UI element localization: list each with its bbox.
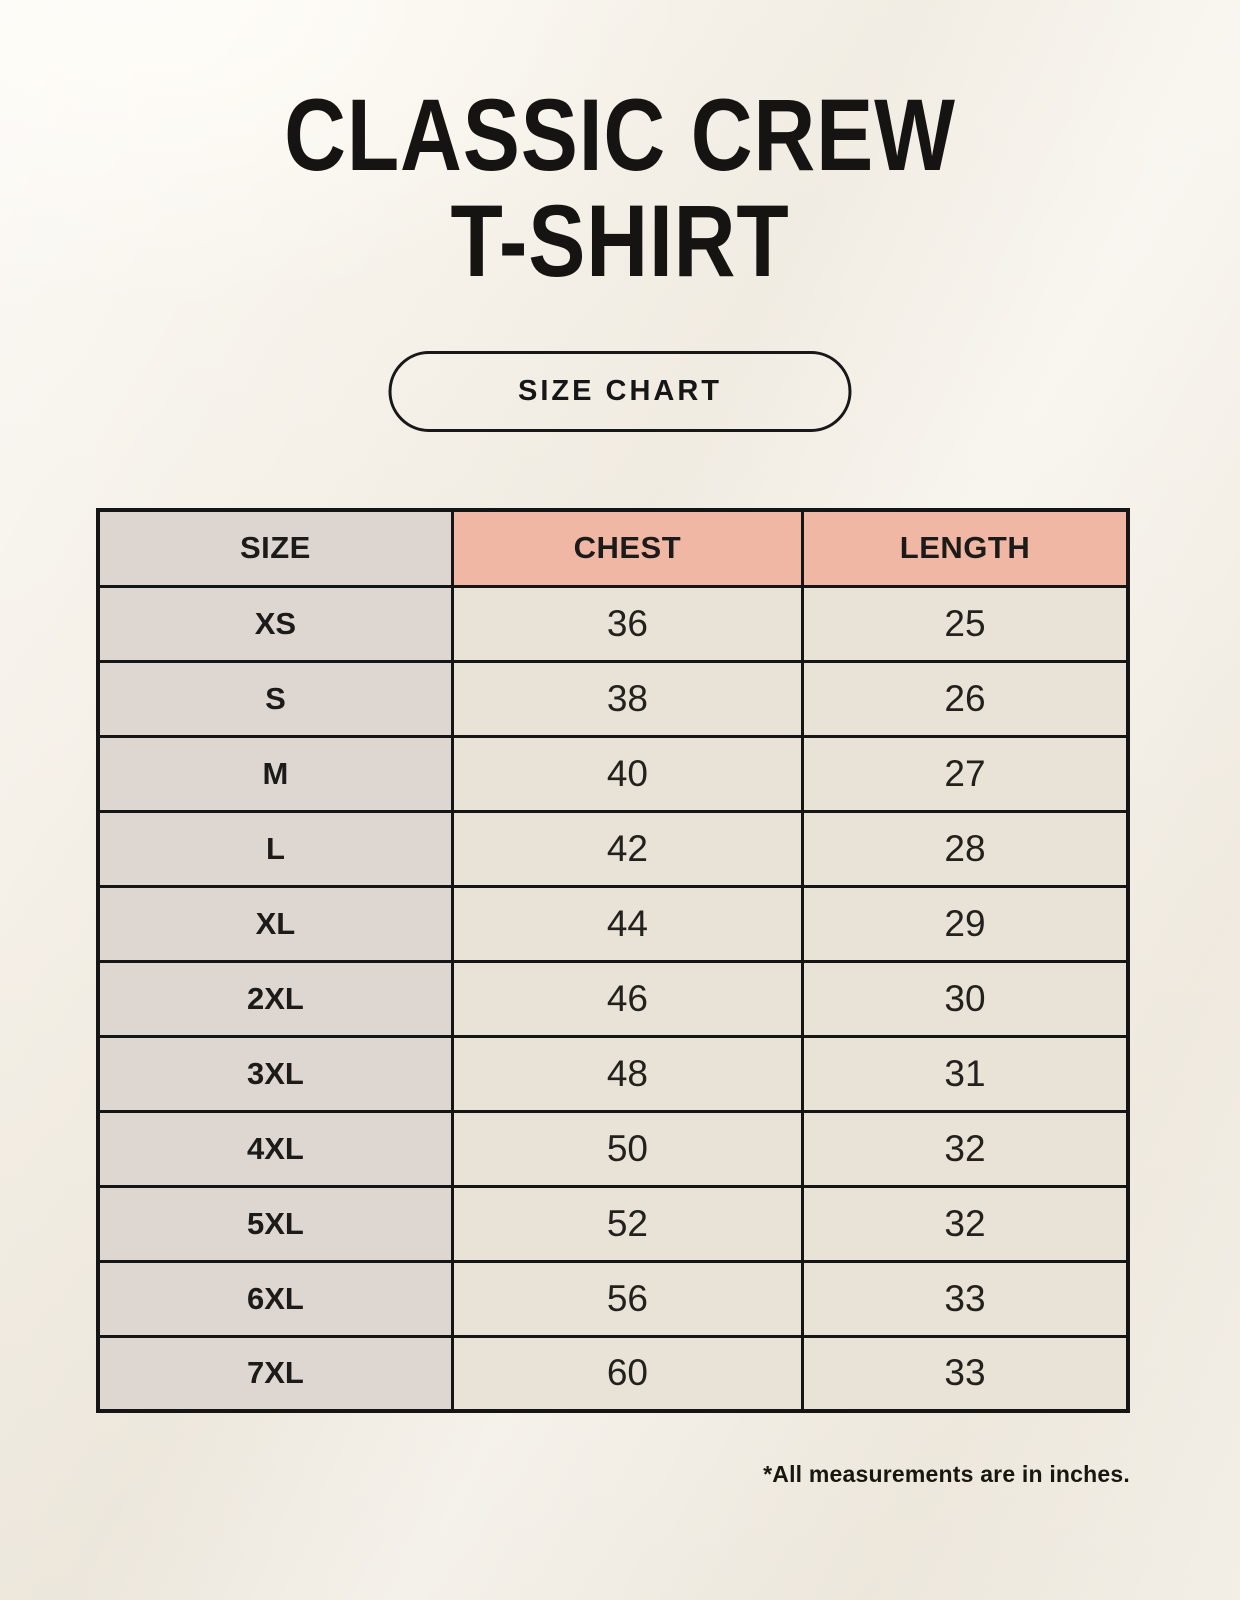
table-row <box>98 811 1128 886</box>
table-row <box>98 1111 1128 1186</box>
chest-cell: 50 <box>452 1111 802 1186</box>
length-cell: 30 <box>803 961 1129 1036</box>
chest-cell: 42 <box>452 811 802 886</box>
chest-cell: 40 <box>452 736 802 811</box>
size-cell: M <box>98 736 452 811</box>
chest-cell: 46 <box>452 961 802 1036</box>
size-cell: 2XL <box>98 961 452 1036</box>
size-cell: 3XL <box>98 1036 452 1111</box>
table-row <box>98 586 1128 661</box>
table-row <box>98 1261 1128 1336</box>
page-title-line1: CLASSIC CREW <box>284 78 956 192</box>
length-cell: 27 <box>803 736 1129 811</box>
length-cell: 33 <box>803 1261 1129 1336</box>
length-cell: 32 <box>803 1111 1129 1186</box>
size-chart-button[interactable] <box>389 351 852 432</box>
table-row <box>98 661 1128 736</box>
size-cell: XS <box>98 586 452 661</box>
column-header-chest: CHEST <box>452 510 802 586</box>
length-cell: 32 <box>803 1186 1129 1261</box>
length-cell: 33 <box>803 1336 1129 1411</box>
column-header-size: SIZE <box>98 510 452 586</box>
chest-cell: 56 <box>452 1261 802 1336</box>
size-cell: 4XL <box>98 1111 452 1186</box>
column-header-length: LENGTH <box>803 510 1129 586</box>
chest-cell: 44 <box>452 886 802 961</box>
page-title-line2: T-SHIRT <box>450 184 790 299</box>
chest-cell: 48 <box>452 1036 802 1111</box>
table-row <box>98 886 1128 961</box>
chest-cell: 52 <box>452 1186 802 1261</box>
length-cell: 28 <box>803 811 1129 886</box>
measurements-footnote: *All measurements are in inches. <box>763 1461 1130 1487</box>
chest-cell: 36 <box>452 586 802 661</box>
chest-cell: 38 <box>452 661 802 736</box>
length-cell: 25 <box>803 586 1129 661</box>
size-cell: XL <box>98 886 452 961</box>
table-row <box>98 1186 1128 1261</box>
size-chart-button-label: SIZE CHART <box>518 375 722 407</box>
size-cell: S <box>98 661 452 736</box>
size-cell: 5XL <box>98 1186 452 1261</box>
length-cell: 29 <box>803 886 1129 961</box>
size-cell: 7XL <box>98 1336 452 1411</box>
table-row <box>98 1336 1128 1411</box>
table-row <box>98 961 1128 1036</box>
size-table <box>96 508 1130 1413</box>
length-cell: 26 <box>803 661 1129 736</box>
table-row <box>98 1036 1128 1111</box>
size-cell: 6XL <box>98 1261 452 1336</box>
length-cell: 31 <box>803 1036 1129 1111</box>
chest-cell: 60 <box>452 1336 802 1411</box>
page-title <box>99 78 1141 299</box>
table-row <box>98 736 1128 811</box>
size-cell: L <box>98 811 452 886</box>
table-header-row <box>98 510 1128 586</box>
